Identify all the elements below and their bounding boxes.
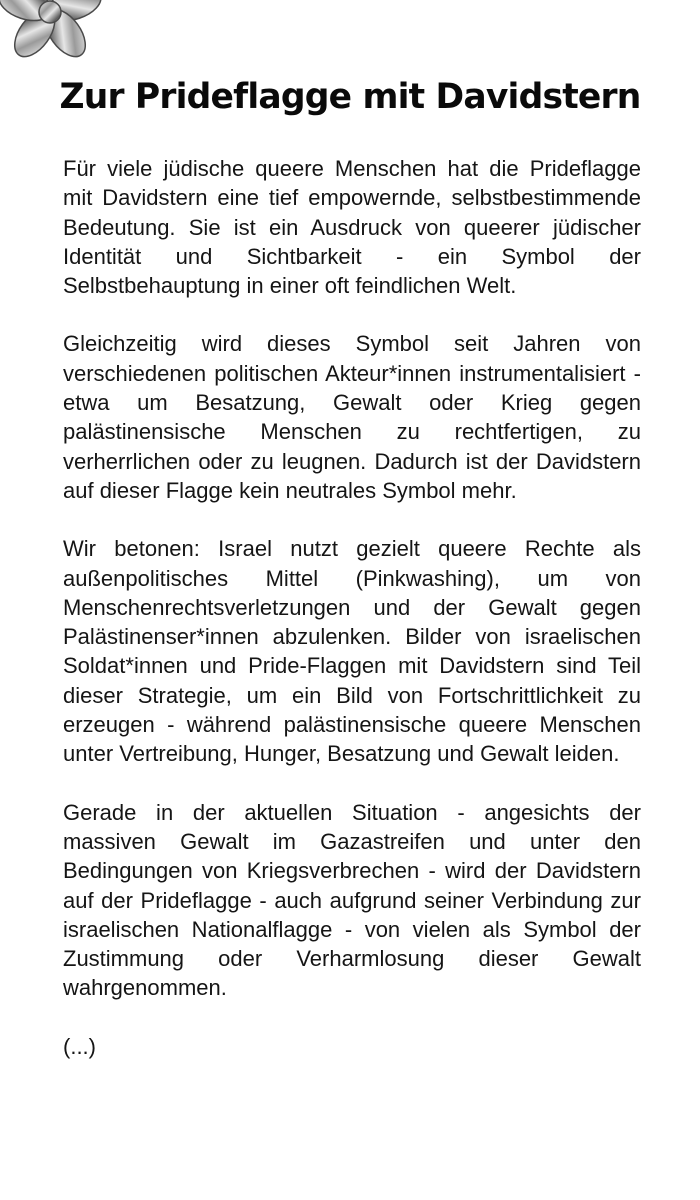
page-title: Zur Prideflagge mit Davidstern [59, 77, 641, 117]
paragraph-4: Gerade in der aktuellen Situation - angesichts der massiven Gewalt im Gazastreifen und unter den Bedingungen von Kriegsverbrechen - wird der Davidstern auf der Prideflagge - auch aufgrund seiner Verbindung zur israelischen Nationalflagge - von vielen als Symbol der Zustimmung oder Verharmlosung dieser Gewalt wahrgenommen. [63, 799, 641, 1001]
body-text [63, 154, 641, 1061]
paragraph-2: Gleichzeitig wird dieses Symbol seit Jahren von verschiedenen politischen Akteur*innen instrumentalisiert - etwa um Besatzung, Gewalt oder Krieg gegen palästinensische Menschen zu rechtfertigen, zu verherrlichen oder zu leugnen. Dadurch ist der Davidstern auf dieser Flagge kein neutrales Symbol mehr. [63, 331, 641, 503]
ellipsis-note: (...) [63, 1033, 96, 1059]
chrome-flower-icon [0, 0, 106, 68]
paragraph-3: Wir betonen: Israel nutzt gezielt queere Rechte als außenpolitisches Mittel (Pinkwashing), um von Menschenrechtsverletzungen und der Gewalt gegen Palästinenser*innen abzulenken. Bilder von israelischen Soldat*innen und Pride-Flaggen mit Davidstern sind Teil dieser Strategie, um ein Bild von Fortschrittlichkeit zu erzeugen - während palästinensische queere Menschen unter Vertreibung, Hunger, Besatzung und Gewalt leiden. [63, 536, 641, 767]
paragraph-1: Für viele jüdische queere Menschen hat die Prideflagge mit Davidstern eine tief empowernde, selbstbestimmende Bedeutung. Sie ist ein Ausdruck von queerer jüdischer Identität und Sichtbarkeit - ein Symbol der Selbstbehauptung in einer oft feindlichen Welt. [63, 156, 641, 299]
